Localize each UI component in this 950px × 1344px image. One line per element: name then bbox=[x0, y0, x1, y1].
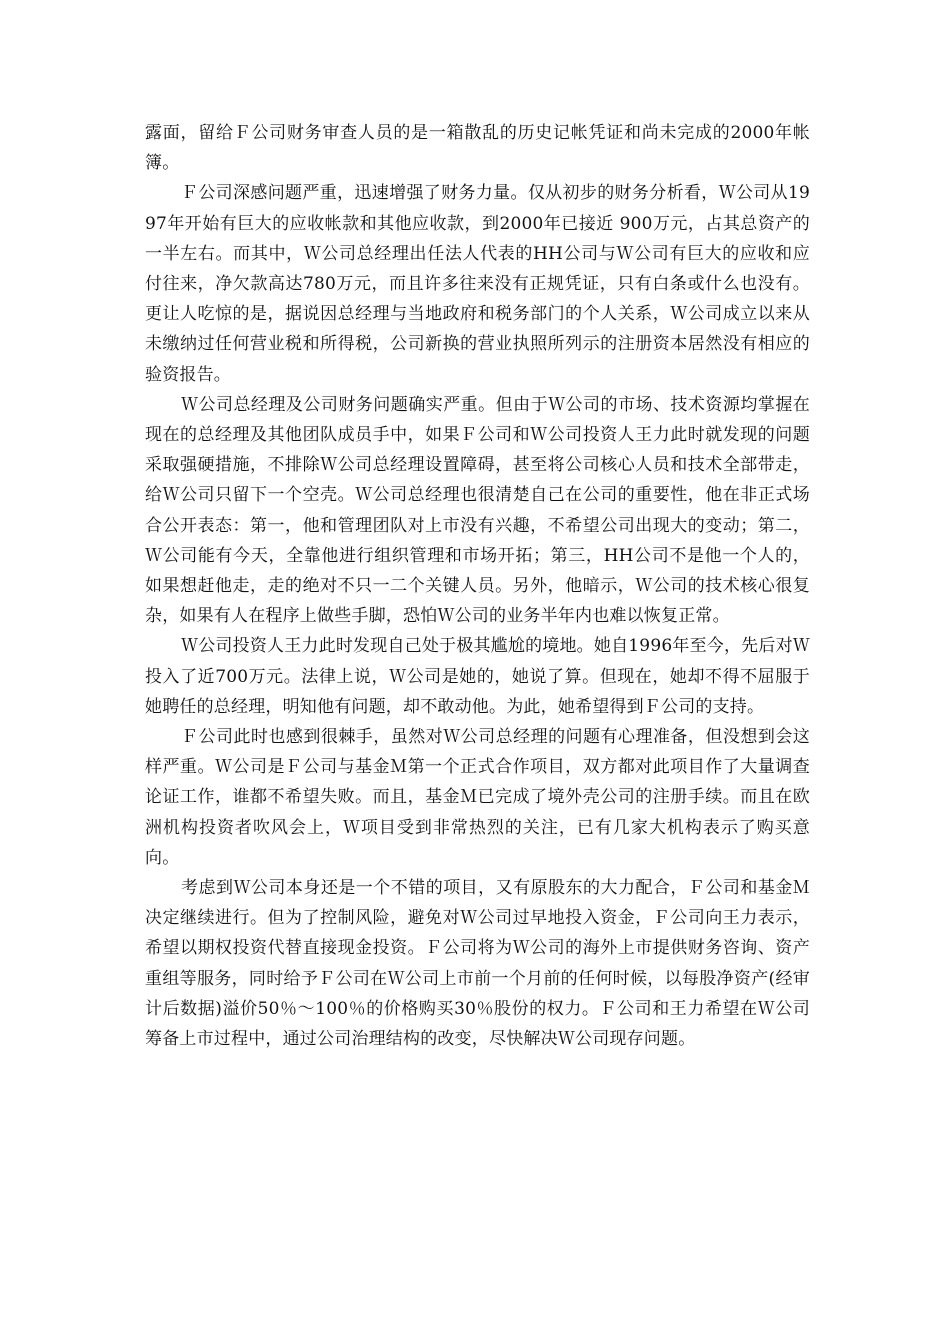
document-body bbox=[145, 118, 810, 1054]
paragraph-6: 考虑到Ｗ公司本身还是一个不错的项目，又有原股东的大力配合，Ｆ公司和基金Ｍ决定继续进行。但为了控制风险，避免对Ｗ公司过早地投入资金，Ｆ公司向王力表示，希望以期权投资代替直接现金投资。Ｆ公司将为Ｗ公司的海外上市提供财务咨询、资产重组等服务，同时给予Ｆ公司在Ｗ公司上市前一个月前的任何时候，以每股净资产(经审计后数据)溢价50％～100％的价格购买30％股份的权力。Ｆ公司和王力希望在Ｗ公司筹备上市过程中，通过公司治理结构的改变，尽快解决Ｗ公司现存问题。 bbox=[145, 878, 810, 1050]
paragraph-5: Ｆ公司此时也感到很棘手，虽然对Ｗ公司总经理的问题有心理准备，但没想到会这样严重。Ｗ公司是Ｆ公司与基金Ｍ第一个正式合作项目，双方都对此项目作了大量调查论证工作，谁都不希望失败。而且，基金Ｍ已完成了境外壳公司的注册手续。而且在欧洲机构投资者吹风会上，Ｗ项目受到非常热烈的关注，已有几家大机构表示了购买意向。 bbox=[145, 727, 810, 868]
paragraph-2: Ｆ公司深感问题严重，迅速增强了财务力量。仅从初步的财务分析看，Ｗ公司从1997年开始有巨大的应收帐款和其他应收款，到2000年已接近 900万元，占其总资产的一半左右。而其中，Ｗ公司总经理出任法人代表的HH公司与Ｗ公司有巨大的应收和应付往来，净欠款高达780万元，而且许多往来没有正规凭证，只有白条或什么也没有。更让人吃惊的是，据说因总经理与当地政府和税务部门的个人关系，Ｗ公司成立以来从未缴纳过任何营业税和所得税，公司新换的营业执照所列示的注册资本居然没有相应的验资报告。 bbox=[145, 183, 810, 385]
paragraph-1: 露面，留给Ｆ公司财务审查人员的是一箱散乱的历史记帐凭证和尚未完成的2000年帐簿。 bbox=[145, 123, 810, 174]
paragraph-4: Ｗ公司投资人王力此时发现自己处于极其尴尬的境地。她自1996年至今，先后对Ｗ投入了近700万元。法律上说，Ｗ公司是她的，她说了算。但现在，她却不得不屈服于她聘任的总经理，明知他有问题，却不敢动他。为此，她希望得到Ｆ公司的支持。 bbox=[145, 636, 810, 717]
paragraph-3: Ｗ公司总经理及公司财务问题确实严重。但由于Ｗ公司的市场、技术资源均掌握在现在的总经理及其他团队成员手中，如果Ｆ公司和Ｗ公司投资人王力此时就发现的问题采取强硬措施，不排除Ｗ公司总经理设置障碍，甚至将公司核心人员和技术全部带走，给Ｗ公司只留下一个空壳。Ｗ公司总经理也很清楚自己在公司的重要性，他在非正式场合公开表态：第一，他和管理团队对上市没有兴趣，不希望公司出现大的变动；第二，Ｗ公司能有今天，全靠他进行组织管理和市场开拓；第三，HH公司不是他一个人的，如果想赶他走，走的绝对不只一二个关键人员。另外，他暗示，Ｗ公司的技术核心很复杂，如果有人在程序上做些手脚，恐怕Ｗ公司的业务半年内也难以恢复正常。 bbox=[145, 394, 810, 627]
